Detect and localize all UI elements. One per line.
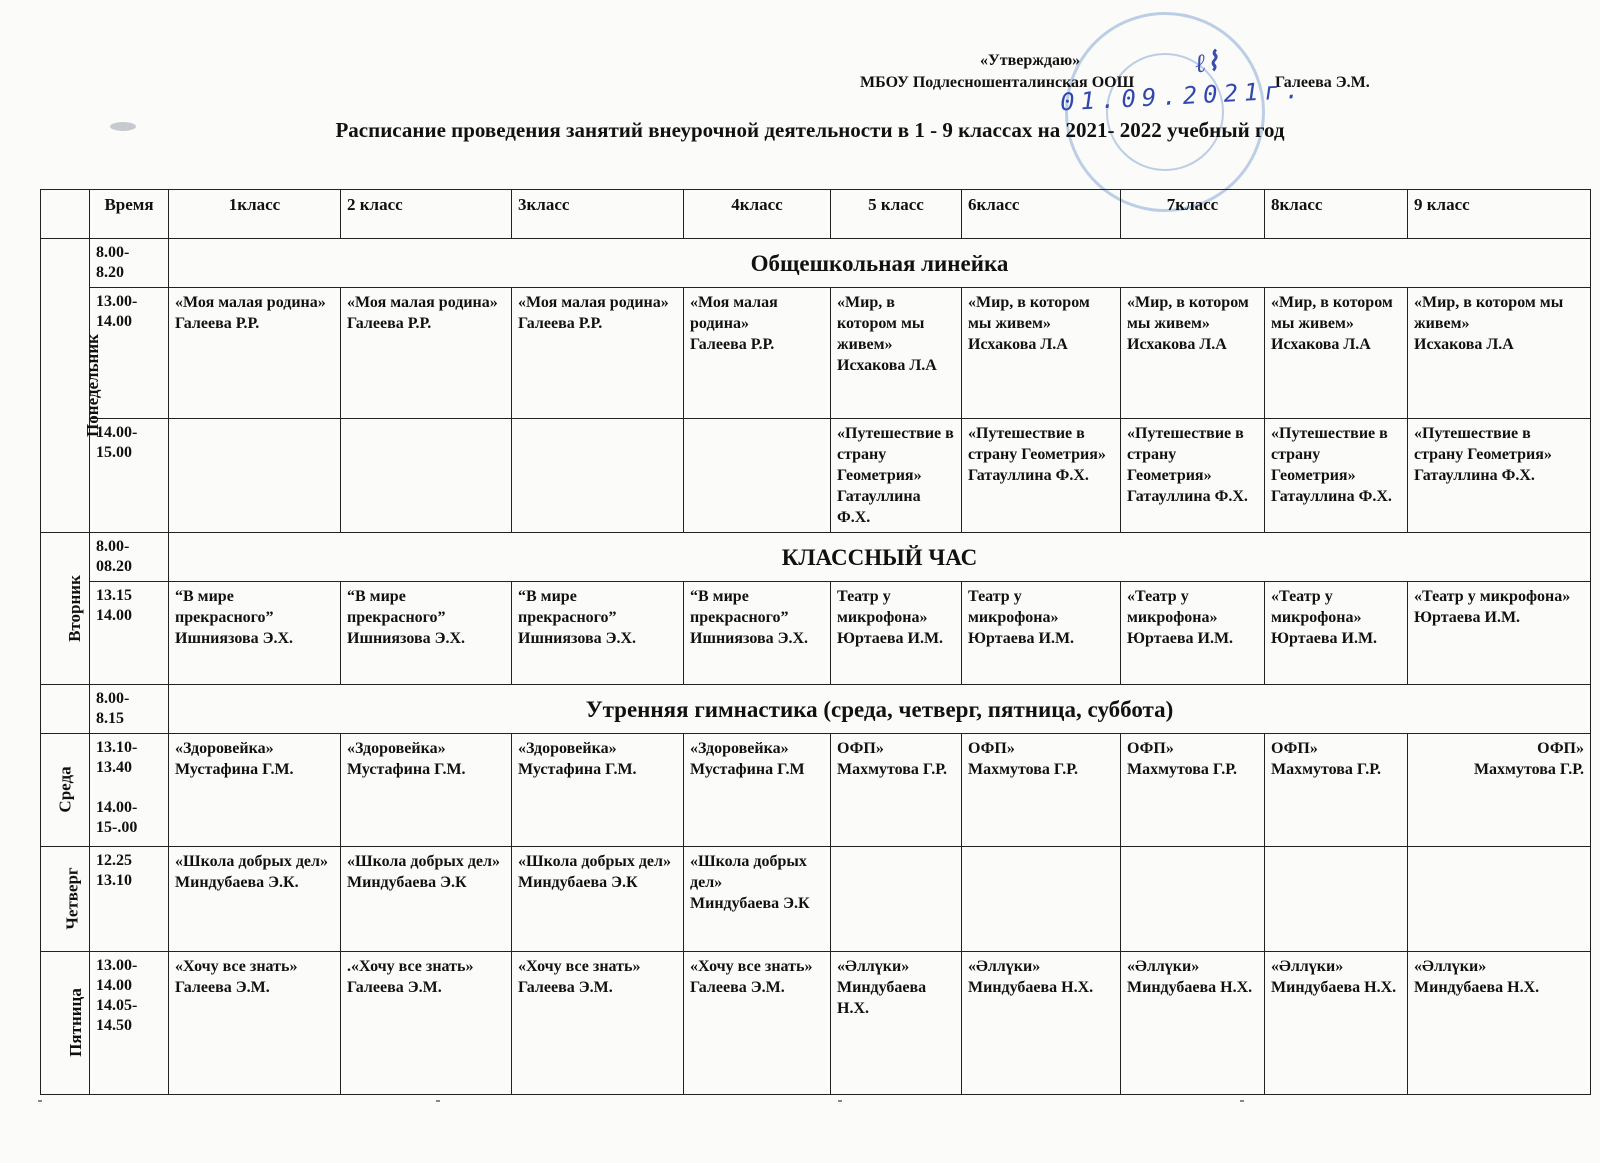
empty-cell xyxy=(341,419,512,533)
lesson-cell: “В мире прекрасного” Ишниязова Э.Х. xyxy=(169,582,341,685)
lesson-cell: “В мире прекрасного” Ишниязова Э.Х. xyxy=(684,582,831,685)
lesson-cell: «Школа добрых дел» Миндубаева Э.К xyxy=(512,847,684,952)
day-thursday: Четверг xyxy=(41,847,90,952)
header-row xyxy=(41,190,1591,239)
table-row xyxy=(41,582,1591,685)
lesson-cell: «Әллүки» Миндубаева Н.Х. xyxy=(1121,952,1265,1095)
day-wednesday: Среда xyxy=(41,734,90,847)
col-header-class-8: 8класс xyxy=(1265,190,1408,239)
lesson-cell: «Школа добрых дел» Миндубаева Э.К xyxy=(684,847,831,952)
col-header-class-1: 1класс xyxy=(169,190,341,239)
lesson-cell: «Мир, в котором мы живем» Исхакова Л.А xyxy=(1121,288,1265,419)
col-header-class-7: 7класс xyxy=(1121,190,1265,239)
table-row xyxy=(41,847,1591,952)
lesson-cell: ОФП» Махмутова Г.Р. xyxy=(1121,734,1265,847)
lesson-cell: «Здоровейка» Мустафина Г.М. xyxy=(169,734,341,847)
empty-cell xyxy=(1265,847,1408,952)
lesson-cell: «Путешествие в страну Геометрия» Гатауллина Ф.Х. xyxy=(1121,419,1265,533)
empty-cell xyxy=(831,847,962,952)
empty-cell xyxy=(962,847,1121,952)
empty-cell xyxy=(512,419,684,533)
table-row xyxy=(41,685,1591,734)
lesson-cell: «Путешествие в страну Геометрия» Гатауллина Ф.Х. xyxy=(1265,419,1408,533)
day-tuesday: Вторник xyxy=(41,533,90,685)
lesson-cell: «Әллүки» Миндубаева Н.Х. xyxy=(962,952,1121,1095)
table-row xyxy=(41,239,1591,288)
table-row xyxy=(41,533,1591,582)
lesson-cell: «Здоровейка» Мустафина Г.М. xyxy=(341,734,512,847)
empty-cell xyxy=(684,419,831,533)
signature-mark: ℓ⌇ xyxy=(1193,46,1221,80)
empty-cell xyxy=(1121,847,1265,952)
lesson-cell: Театр у микрофона» Юртаева И.М. xyxy=(831,582,962,685)
time-cell: 8.00- 8.15 xyxy=(90,685,169,734)
time-cell: 14.00- 15.00 xyxy=(90,419,169,533)
lesson-cell: «Здоровейка» Мустафина Г.М xyxy=(684,734,831,847)
table-row xyxy=(41,419,1591,533)
time-cell: 8.00- 8.20 xyxy=(90,239,169,288)
col-header-class-3: 3класс xyxy=(512,190,684,239)
lesson-cell: «Хочу все знать» Галеева Э.М. xyxy=(684,952,831,1095)
lesson-cell: ОФП» Махмутова Г.Р. xyxy=(1408,734,1591,847)
class-hour-cell: КЛАССНЫЙ ЧАС xyxy=(169,533,1591,582)
lesson-cell: «Школа добрых дел» Миндубаева Э.К. xyxy=(169,847,341,952)
col-header-class-4: 4класс xyxy=(684,190,831,239)
lesson-cell: «Путешествие в страну Геометрия» Гатауллина Ф.Х. xyxy=(962,419,1121,533)
day-monday: Понедельник xyxy=(41,239,90,533)
lesson-cell: «Мир, в котором мы живем» Исхакова Л.А xyxy=(1408,288,1591,419)
empty-cell xyxy=(1408,847,1591,952)
lesson-cell: «Әллүки» Миндубаева Н.Х. xyxy=(1265,952,1408,1095)
lesson-cell: «Театр у микрофона» Юртаева И.М. xyxy=(1265,582,1408,685)
lesson-cell: .«Хочу все знать» Галеева Э.М. xyxy=(341,952,512,1095)
col-header-class-6: 6класс xyxy=(962,190,1121,239)
empty-cell xyxy=(169,419,341,533)
time-cell: 13.15 14.00 xyxy=(90,582,169,685)
day-friday: Пятница xyxy=(41,952,90,1095)
gymnastics-cell: Утренняя гимнастика (среда, четверг, пятница, суббота) xyxy=(169,685,1591,734)
schedule-table xyxy=(40,189,1591,1095)
lesson-cell: Театр у микрофона» Юртаева И.М. xyxy=(962,582,1121,685)
lesson-cell: «Путешествие в страну Геометрия» Гатауллина Ф.Х. xyxy=(831,419,962,533)
lesson-cell: «Мир, в котором мы живем» Исхакова Л.А xyxy=(831,288,962,419)
col-header-class-5: 5 класс xyxy=(831,190,962,239)
corner-cell xyxy=(41,190,90,239)
school-name: МБОУ Подлесношенталинская ООШ xyxy=(860,74,1135,91)
time-cell: 12.25 13.10 xyxy=(90,847,169,952)
lesson-cell: «Әллүки» Миндубаева Н.Х. xyxy=(831,952,962,1095)
lesson-cell: «Моя малая родина» Галеева Р.Р. xyxy=(684,288,831,419)
scan-dots xyxy=(0,1100,1600,1110)
lesson-cell: «Мир, в котором мы живем» Исхакова Л.А xyxy=(962,288,1121,419)
lesson-cell: ОФП» Махмутова Г.Р. xyxy=(962,734,1121,847)
time-cell: 8.00- 08.20 xyxy=(90,533,169,582)
lesson-cell: ОФП» Махмутова Г.Р. xyxy=(1265,734,1408,847)
lesson-cell: «Моя малая родина» Галеева Р.Р. xyxy=(512,288,684,419)
lesson-cell: «Путешествие в страну Геометрия» Гатауллина Ф.Х. xyxy=(1408,419,1591,533)
lesson-cell: «Школа добрых дел» Миндубаева Э.К xyxy=(341,847,512,952)
lesson-cell: ОФП» Махмутова Г.Р. xyxy=(831,734,962,847)
approve-label: «Утверждаю» xyxy=(980,52,1081,69)
empty-cell xyxy=(41,685,90,734)
time-cell: 13.10- 13.40 14.00- 15-.00 xyxy=(90,734,169,847)
time-cell: 13.00- 14.00 xyxy=(90,288,169,419)
director-name: Галеева Э.М. xyxy=(1275,74,1370,91)
lesson-cell: «Здоровейка» Мустафина Г.М. xyxy=(512,734,684,847)
assembly-cell: Общешкольная линейка xyxy=(169,239,1591,288)
lesson-cell: «Моя малая родина» Галеева Р.Р. xyxy=(341,288,512,419)
lesson-cell: «Моя малая родина» Галеева Р.Р. xyxy=(169,288,341,419)
approval-date: 01.09.2021г. xyxy=(1059,75,1306,117)
lesson-cell: “В мире прекрасного” Ишниязова Э.Х. xyxy=(341,582,512,685)
page-title: Расписание проведения занятий внеурочной деятельности в 1 - 9 классах на 2021- 2022 учебный год xyxy=(335,118,1285,142)
lesson-cell: «Әллүки» Миндубаева Н.Х. xyxy=(1408,952,1591,1095)
col-header-class-9: 9 класс xyxy=(1408,190,1591,239)
lesson-cell: «Мир, в котором мы живем» Исхакова Л.А xyxy=(1265,288,1408,419)
lesson-cell: «Театр у микрофона» Юртаева И.М. xyxy=(1121,582,1265,685)
lesson-cell: «Хочу все знать» Галеева Э.М. xyxy=(512,952,684,1095)
table-row xyxy=(41,288,1591,419)
lesson-cell: “В мире прекрасного” Ишниязова Э.Х. xyxy=(512,582,684,685)
col-header-class-2: 2 класс xyxy=(341,190,512,239)
table-row xyxy=(41,952,1591,1095)
lesson-cell: «Хочу все знать» Галеева Э.М. xyxy=(169,952,341,1095)
table-row xyxy=(41,734,1591,847)
col-header-time: Время xyxy=(90,190,169,239)
time-cell: 13.00- 14.00 14.05- 14.50 xyxy=(90,952,169,1095)
lesson-cell: «Театр у микрофона» Юртаева И.М. xyxy=(1408,582,1591,685)
